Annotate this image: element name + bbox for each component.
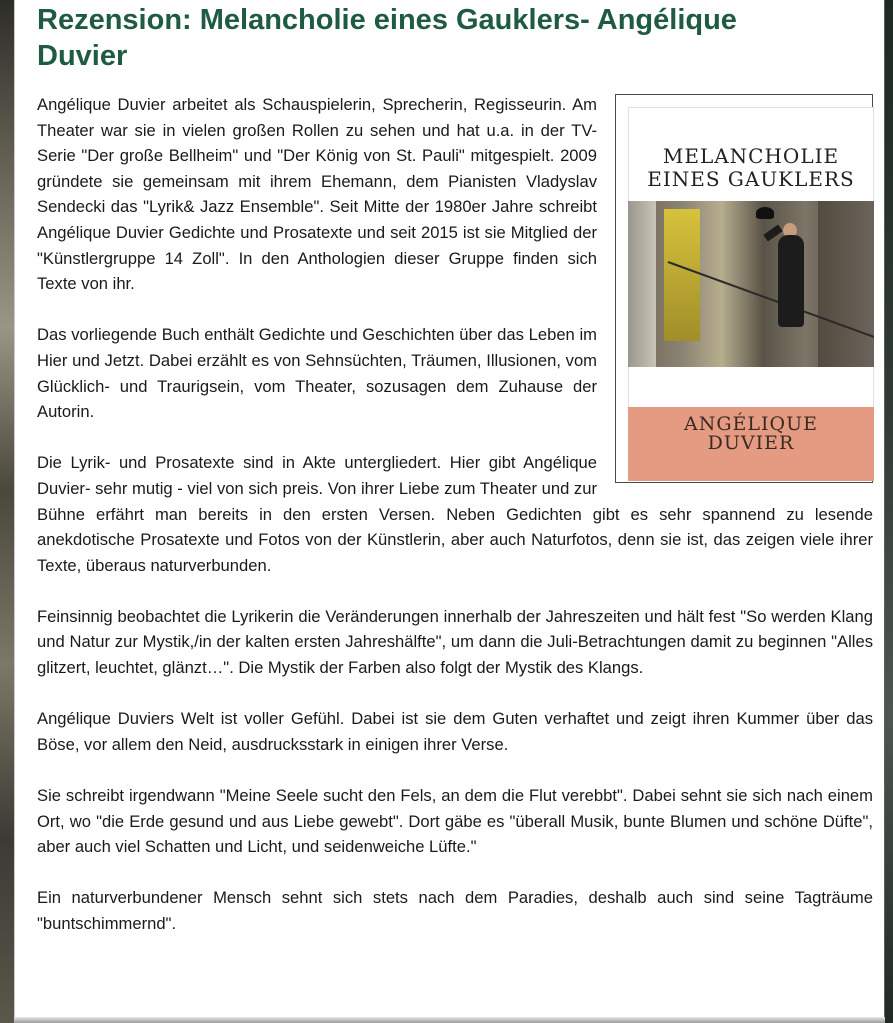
book-cover-image[interactable] [615,94,873,483]
article-title: Rezension: Melancholie eines Gauklers- Angélique Duvier [37,4,737,72]
paragraph-3: Die Lyrik- und Prosatexte sind in Akte untergliedert. Hier gibt Angélique Duvier- sehr mutig - viel von sich preis. Von ihrer Liebe zum Theater und zur Bühne erfährt man bereits in den ersten Versen. Neben Gedichten gibt es sehr spannend zu lesende anekdotische Prosatexte und Fotos von der Künstlerin, aber auch Naturfotos, denn sie ist, das zeigen viele ihrer Texte, überaus naturverbunden. [37,453,873,575]
book-cover [628,107,874,481]
paragraph-1: Angélique Duvier arbeitet als Schauspielerin, Sprecherin, Regisseurin. Am Theater war sie in vielen großen Rollen zu sehen und hat u.a. in der TV-Serie "Der große Bellheim" und "Der König von St. Pauli" mitgespielt. 2009 gründete sie gemeinsam mit ihrem Ehemann, dem Pianisten Vladyslav Sendecki das "Lyrik& Jazz Ensemble". Seit Mitte der 1980er Jahre schreibt Angélique Duvier Gedichte und Prosatexte und seit 2015 ist sie Mitglied der "Künstlergruppe 14 Zoll". In den Anthologien dieser Gruppe finden sich Texte von ihr. [37,95,597,294]
article-page [14,0,884,1018]
cover-author-line-2: DUVIER [707,432,795,454]
cover-title-line-2: EINES GAUKLERS [647,167,855,191]
cover-author-line-1: ANGÉLIQUE [684,413,818,435]
cover-author-band [628,407,874,481]
background-edge-right [885,0,893,1023]
cover-title-line-1: MELANCHOLIE [662,144,840,168]
photo-wall [818,201,874,367]
cover-author [628,415,874,453]
article-body [37,92,873,962]
photo-yellow-post [664,209,700,341]
paragraph-5: Angélique Duviers Welt ist voller Gefühl. Dabei ist sie dem Guten verhaftet und zeigt ihren Kummer über das Böse, vor allem den Neid, ausdrucksstark in einigen ihrer Verse. [37,709,873,754]
paragraph-2: Das vorliegende Buch enthält Gedichte und Geschichten über das Leben im Hier und Jetzt. Dabei erzählt es von Sehnsüchten, Träumen, Illusionen, vom Glücklich- und Traurigsein, vom Theater, sozusagen dem Zuhause der Autorin. [37,325,597,422]
photo-hat [756,207,774,219]
paragraph-7: Ein naturverbundener Mensch sehnt sich stets nach dem Paradies, deshalb auch sind seine Tagträume "buntschimmernd". [37,888,873,933]
paragraph-4: Feinsinnig beobachtet die Lyrikerin die Veränderungen innerhalb der Jahreszeiten und hält fest "So werden Klang und Natur zur Mystik,/in der kalten ersten Jahreshälfte", um dann die Juli-Betrachtungen damit zu beginnen "Alles glitzert, leuchtet, glänzt…". Die Mystik der Farben also folgt der Mystik des Klangs. [37,606,873,678]
cover-photo-tightrope-walker [628,201,874,367]
photo-pillar [628,201,656,367]
page-bottom-shadow [14,1017,885,1023]
photo-figure [778,235,804,327]
cover-title [628,145,874,191]
paragraph-6: Sie schreibt irgendwann "Meine Seele sucht den Fels, an dem die Flut verebbt". Dabei sehnt sie sich nach einem Ort, wo "die Erde gesund und aus Liebe gewebt". Dort gäbe es "überall Musik, bunte Blumen und schöne Düfte", aber auch viel Schatten und Licht, und seidenweiche Lüfte." [37,786,873,857]
